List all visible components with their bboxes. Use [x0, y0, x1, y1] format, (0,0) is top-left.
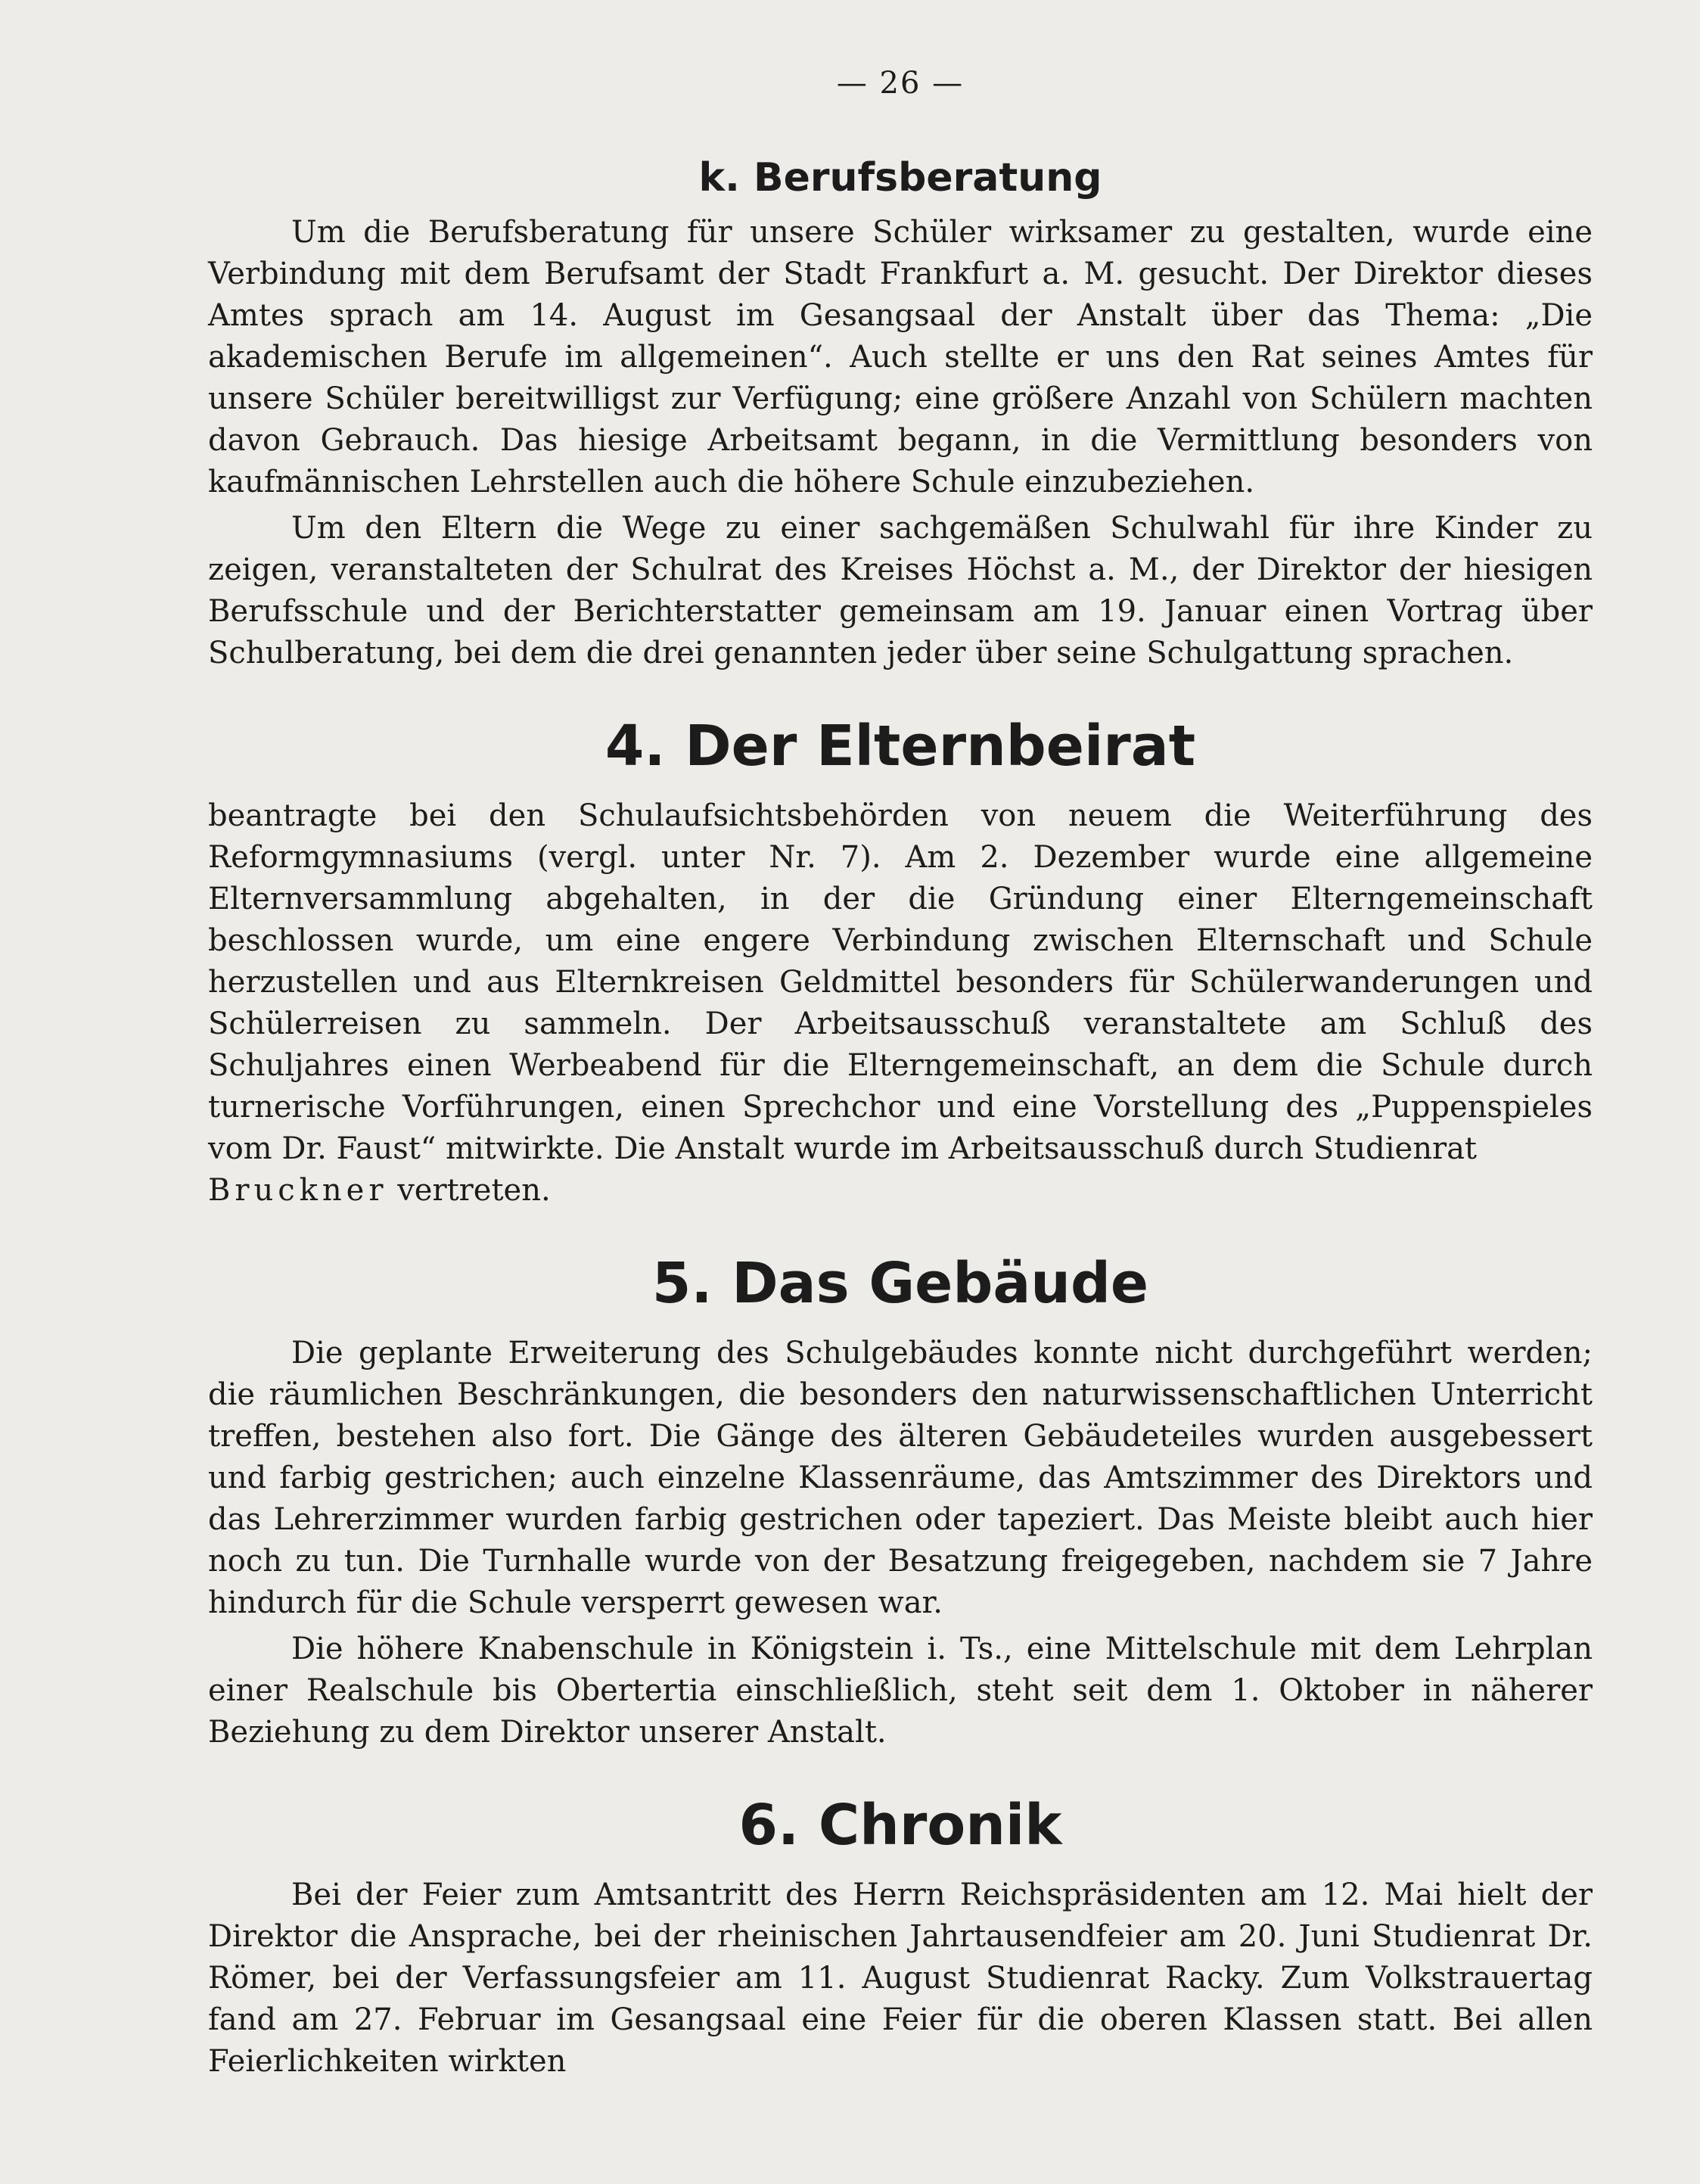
paragraph	[208, 795, 1593, 1212]
section-berufsberatung	[208, 151, 1593, 674]
person-name: Bruckner	[208, 1173, 388, 1208]
section-heading-berufsberatung: k. Berufsberatung	[698, 155, 1102, 201]
paragraph: Bei der Feier zum Amtsantritt des Herrn Reichspräsidenten am 12. Mai hielt der Direktor die Ansprache, bei der rheinischen Jahrtausendfeier am 20. Juni Studienrat Dr. Römer, bei der Verfassungsfeier am 11. August Studienrat Racky. Zum Volkstrauertag fand am 27. Februar im Gesangsaal eine Feier für die oberen Klassen statt. Bei allen Feierlichkeiten wirkten	[208, 1878, 1593, 2079]
section-heading-chronik: 6. Chronik	[738, 1793, 1062, 1858]
section-gebaeude	[208, 1249, 1593, 1753]
paragraph-text: beantragte bei den Schulaufsichtsbehörden von neuem die Weiterführung des Reformgymnasiums (vergl. unter Nr. 7). Am 2. Dezember wurde eine allgemeine Elternversammlung abgehalten, in der die Gründung einer Elterngemeinschaft beschlossen wurde, um eine engere Verbindung zwischen Elternschaft und Schule herzustellen und aus Elternkreisen Geldmittel besonders für Schülerwanderungen und Schülerreisen zu sammeln. Der Arbeitsausschuß veranstaltete am Schluß des Schuljahres einen Werbeabend für die Elterngemeinschaft, an dem die Schule durch turnerische Vorführungen, einen Sprechchor und eine Vorstellung des „Puppenspieles vom Dr. Faust“ mitwirkte. Die Anstalt wurde im Arbeitsausschuß durch Studienrat	[208, 798, 1593, 1166]
section-heading-gebaeude: 5. Das Gebäude	[651, 1251, 1149, 1316]
section-heading-elternbeirat: 4. Der Elternbeirat	[604, 714, 1196, 779]
page-number: — 26 —	[836, 66, 965, 101]
paragraph: Die geplante Erweiterung des Schulgebäudes konnte nicht durchgeführt werden; die räumlichen Beschränkungen, die besonders den naturwissenschaftlichen Unterricht treffen, bestehen also fort. Die Gänge des älteren Gebäudeteiles wurden ausgebessert und farbig gestrichen; auch einzelne Klassenräume, das Amtszimmer des Direktors und das Lehrerzimmer wurden farbig gestrichen oder tapeziert. Das Meiste bleibt auch hier noch zu tun. Die Turnhalle wurde von der Besatzung freigegeben, nachdem sie 7 Jahre hindurch für die Schule versperrt gewesen war.	[208, 1336, 1593, 1620]
paragraph: Die höhere Knabenschule in Königstein i. Ts., eine Mittelschule mit dem Lehrplan einer Realschule bis Obertertia einschließlich, steht seit dem 1. Oktober in näherer Beziehung zu dem Direktor unserer Anstalt.	[208, 1632, 1593, 1750]
paragraph: Um den Eltern die Wege zu einer sachgemäßen Schulwahl für ihre Kinder zu zeigen, veranstalteten der Schulrat des Kreises Höchst a. M., der Direktor der hiesigen Berufsschule und der Berichterstatter gemeinsam am 19. Januar einen Vortrag über Schulberatung, bei dem die drei genannten jeder über seine Schulgattung sprachen.	[208, 511, 1593, 670]
paragraph-end: vertreten.	[387, 1173, 551, 1208]
page-content	[208, 61, 1593, 2083]
paragraph: Um die Berufsberatung für unsere Schüler wirksamer zu gestalten, wurde eine Verbindung mit dem Berufsamt der Stadt Frankfurt a. M. gesucht. Der Direktor dieses Amtes sprach am 14. August im Gesangsaal der Anstalt über das Thema: „Die akademischen Berufe im allgemeinen“. Auch stellte er uns den Rat seines Amtes für unsere Schüler bereitwilligst zur Verfügung; eine größere Anzahl von Schülern machten davon Gebrauch. Das hiesige Arbeitsamt begann, in die Vermittlung besonders von kaufmännischen Lehrstellen auch die höhere Schule einzubeziehen.	[208, 215, 1593, 499]
section-elternbeirat	[208, 712, 1593, 1212]
section-chronik	[208, 1791, 1593, 2083]
